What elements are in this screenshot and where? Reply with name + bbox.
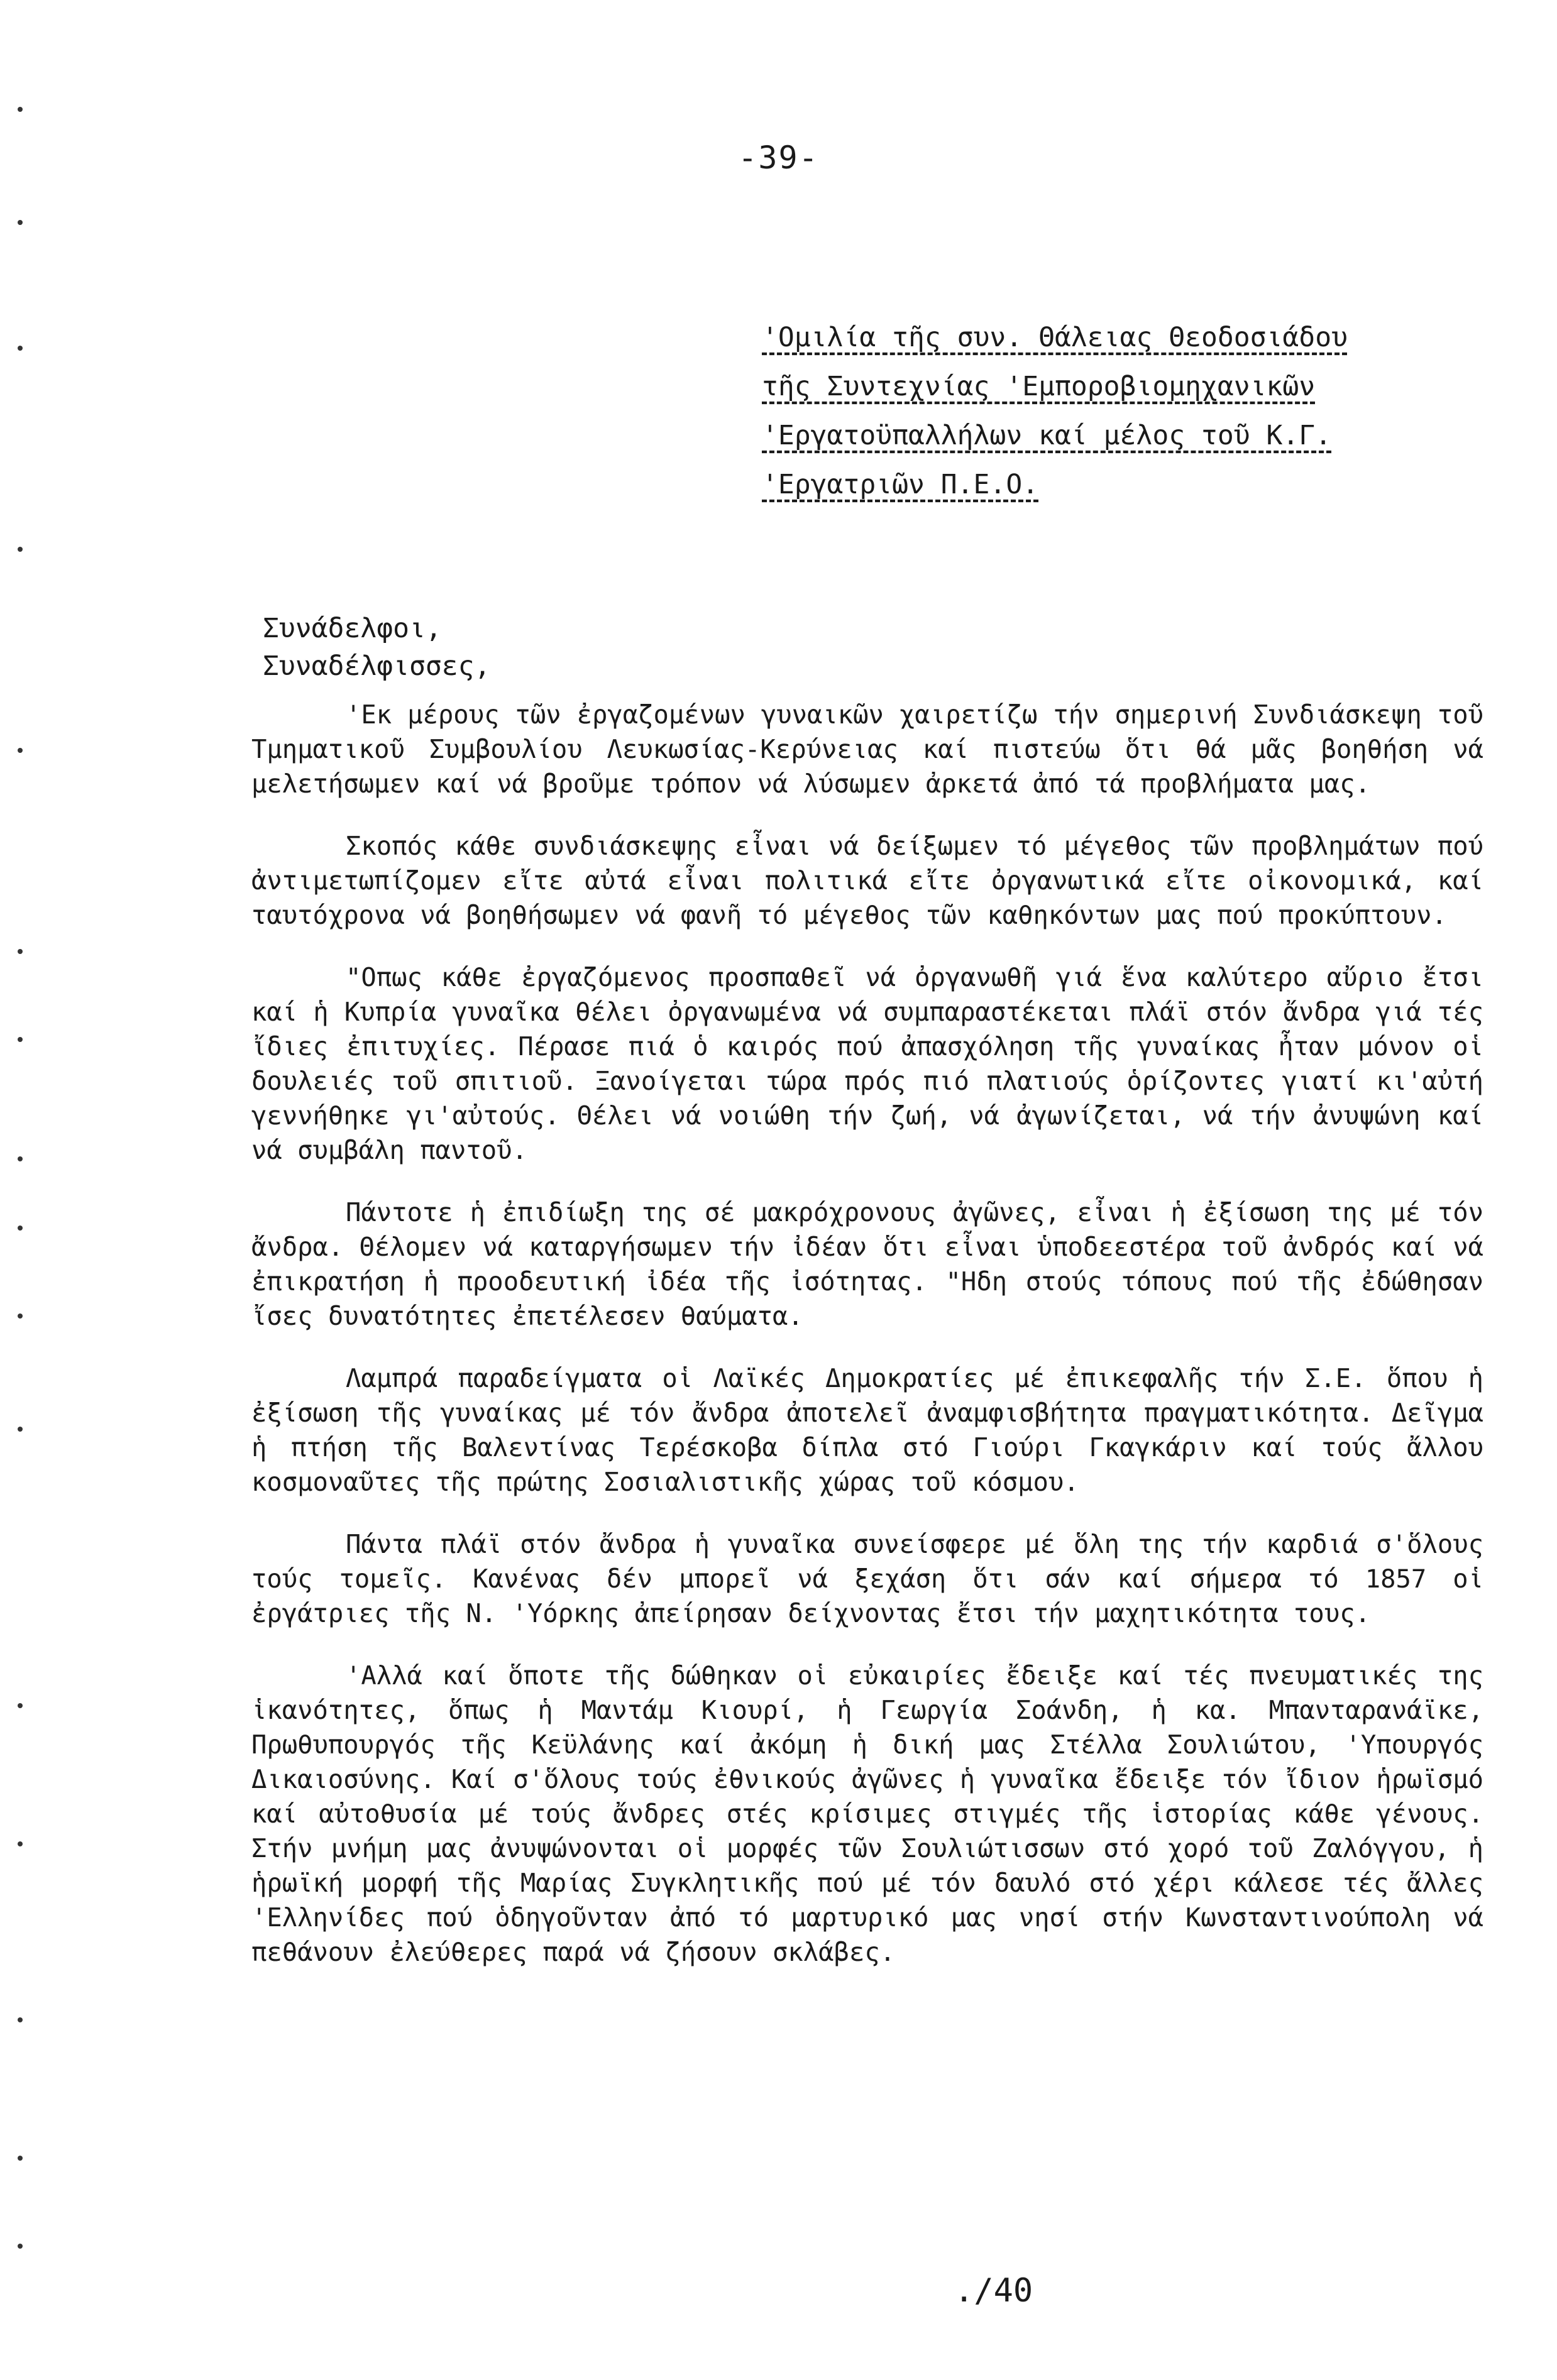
binding-hole-marks [13,94,38,2294]
paragraph: "Οπως κάθε ἐργαζόμενος προσπαθεῖ νά ὀργανωθῆ γιά ἕνα καλύτερο αὔριο ἔτσι καί ἡ Κυπρία γυναῖκα θέλει ὀργανωμένα νά συμπαραστέκεται πλάϊ στόν ἄνδρα γιά τές ἴδιες ἐπιτυχίες. Πέρασε πιά ὁ καιρός πού ἀπασχόληση τῆς γυναίκας ἦταν μόνον οἱ δουλειές τοῦ σπιτιοῦ. Ξανοίγεται τώρα πρός πιό πλατιούς ὁρίζοντες γιατί κι'αὐτή γεννήθηκε γι'αὐτούς. Θέλει νά νοιώθη τήν ζωή, νά ἀγωνίζεται, νά τήν ἀνυψώνη καί νά συμβάλη παντοῦ. [251,962,1483,1165]
salutation-line: Συνάδελφοι, [263,613,442,644]
paragraph: Πάντα πλάϊ στόν ἄνδρα ἡ γυναῖκα συνείσφερε μέ ὅλη της τήν καρδιά σ'ὅλους τούς τομεῖς. Κανένας δέν μπορεῖ νά ξεχάση ὅτι σάν καί σήμερα τό 1857 οἱ ἐργάτριες τῆς Ν. 'Υόρκης ἀπείρησαν δείχνοντας ἔτσι τήν μαχητικότητα τους. [251,1529,1483,1628]
salutation-line: Συναδέλφισσες, [263,650,491,682]
title-line: 'Εργατοϋπαλλήλων καί μέλος τοῦ Κ.Γ. [762,420,1332,451]
title-line: 'Εργατριῶν Π.Ε.Ο. [762,469,1039,500]
body-text [251,698,1483,1997]
paragraph: 'Αλλά καί ὅποτε τῆς δώθηκαν οἱ εὐκαιρίες ἔδειξε καί τές πνευματικές της ἱκανότητες, ὅπως ἡ Μαντάμ Κιουρί, ἡ Γεωργία Σοάνδη, ἡ κα. Μπανταρανάϊκε, Πρωθυπουργός τῆς Κεϋλάνης καί ἀκόμη ἡ δική μας Στέλλα Σουλιώτου, 'Υπουργός Δικαιοσύνης. Καί σ'ὅλους τούς ἐθνικούς ἀγῶνες ἡ γυναῖκα ἔδειξε τόν ἴδιον ἡρωϊσμό καί αὐτοθυσία μέ τούς ἄνδρες στές κρίσιμες στιγμές τῆς ἱστορίας κάθε γένους. Στήν μνήμη μας ἀνυψώνονται οἱ μορφές τῶν Σουλιώτισσων στό χορό τοῦ Ζαλόγγου, ἡ ἡρωϊκή μορφή τῆς Μαρίας Συγκλητικῆς πού μέ τόν δαυλό στό χέρι κάλεσε τές ἄλλες 'Ελληνίδες πού ὁδηγοῦνταν ἀπό τό μαρτυρικό μας νησί στήν Κωνσταντινούπολη νά πεθάνουν ἐλεύθερες παρά νά ζήσουν σκλάβες. [251,1660,1483,1967]
paragraph: Πάντοτε ἡ ἐπιδίωξη της σέ μακρόχρονους ἀγῶνες, εἶναι ἡ ἐξίσωση της μέ τόν ἄνδρα. Θέλομεν νά καταργήσωμεν τήν ἰδέαν ὅτι εἶναι ὑποδεεστέρα τοῦ ἀνδρός καί νά ἐπικρατήση ἡ προοδευτική ἰδέα τῆς ἰσότητας. "Ηδη στούς τόπους πού τῆς ἐδώθησαν ἴσες δυνατότητες ἐπετέλεσεν θαύματα. [251,1197,1483,1331]
continuation-mark: ./40 [954,2272,1033,2310]
paragraph: Σκοπός κάθε συνδιάσκεψης εἶναι νά δείξωμεν τό μέγεθος τῶν προβλημάτων πού ἀντιμετωπίζομεν εἴτε αὐτά εἶναι πολιτικά εἴτε ὀργανωτικά εἴτε οἰκονομικά, καί ταυτόχρονα νά βοηθήσωμεν νά φανῆ τό μέγεθος τῶν καθηκόντων μας πού προκύπτουν. [251,831,1483,930]
paragraph: 'Εκ μέρους τῶν ἐργαζομένων γυναικῶν χαιρετίζω τήν σημερινή Συνδιάσκεψη τοῦ Τμηματικοῦ Συμβουλίου Λευκωσίας-Κερύνειας καί πιστεύω ὅτι θά μᾶς βοηθήση νά μελετήσωμεν καί νά βροῦμε τρόπον νά λύσωμεν ἀρκετά ἀπό τά προβλήματα μας. [251,699,1483,799]
page-number: -39- [738,140,819,176]
title-line: τῆς Συντεχνίας 'Εμποροβιομηχανικῶν [762,371,1316,402]
title-line: 'Ομιλία τῆς συν. Θάλειας Θεοδοσιάδου [762,322,1348,353]
paragraph: Λαμπρά παραδείγματα οἱ Λαϊκές Δημοκρατίες μέ ἐπικεφαλῆς τήν Σ.Ε. ὅπου ἡ ἐξίσωση τῆς γυναίκας μέ τόν ἄνδρα ἀποτελεῖ ἀναμφισβήτητα πραγματικότητα. Δεῖγμα ἡ πτήση τῆς Βαλεντίνας Τερέσκοβα δίπλα στό Γιούρι Γκαγκάριν καί τούς ἄλλου κοσμοναῦτες τῆς πρώτης Σοσιαλιστικῆς χώρας τοῦ κόσμου. [251,1363,1483,1497]
salutation [263,610,1457,685]
speech-title-block [762,313,1478,509]
